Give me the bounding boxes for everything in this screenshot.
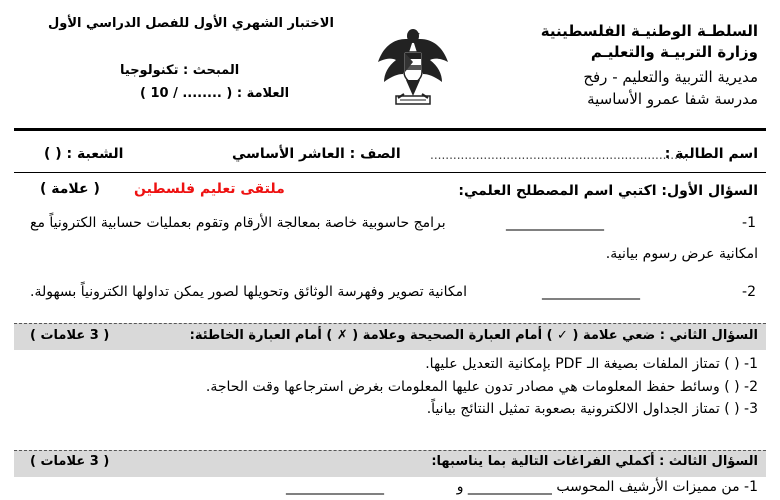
question-1-item-1-text: برامج حاسوبية خاصة بمعالجة الأرقام وتقوم بعمليات حسابية الكترونياً مع	[30, 215, 446, 231]
info-divider	[14, 172, 766, 173]
question-2-item-3[interactable]: 3- ( ) تمتاز الجداول الالكترونية بصعوبة تمثيل النتائج بيانياً.	[426, 401, 758, 417]
header-divider	[14, 128, 766, 131]
question-1-item-1-continuation: امكانية عرض رسوم بيانية.	[605, 246, 758, 262]
school-name: مدرسة شفا عمرو الأساسية	[587, 90, 758, 108]
question-3-item-1-answer-blank[interactable]: ______________	[286, 479, 384, 495]
ministry-name: وزارة التربيـة والتعليـم	[590, 43, 758, 61]
exam-title: الاختبار الشهري الأول للفصل الدراسي الأول	[48, 16, 334, 31]
question-1-mark: ( علامة )	[40, 181, 100, 197]
question-1-item-2-number: 2-	[742, 284, 756, 300]
directorate-name: مديرية التربية والتعليم - رفح	[583, 68, 758, 86]
question-2-mark: ( 3 علامات )	[30, 328, 110, 343]
student-name-label: اسم الطالبة :	[664, 146, 758, 162]
authority-name: السلطـة الوطنيـة الفلسطينية	[540, 22, 758, 40]
question-1-title: السؤال الأول: اكتبي اسم المصطلح العلمي:	[458, 183, 758, 199]
question-2-item-2[interactable]: 2- ( ) وسائط حفظ المعلومات هي مصادر تدون عليها المعلومات بغرض استرجاعها وقت الحاجة.	[205, 379, 758, 395]
palestine-eagle-emblem-icon	[376, 22, 450, 112]
student-name-field[interactable]: ...................................................................	[430, 148, 686, 162]
total-mark-label: العلامة : ( ........ / 10 )	[140, 86, 290, 101]
question-1-item-1-answer-blank[interactable]: ______________	[506, 215, 604, 231]
question-1-item-2-answer-blank[interactable]: ______________	[542, 284, 640, 300]
subject-label: المبحث : تكنولوجيا	[120, 63, 240, 78]
question-1-item-1-number: 1-	[742, 215, 756, 231]
section-label: الشعبة : ( )	[44, 146, 124, 162]
grade-label: الصف : العاشر الأساسي	[232, 146, 401, 162]
question-2-item-1[interactable]: 1- ( ) تمتاز الملفات بصيغة الـ PDF بإمكانية التعديل عليها.	[425, 356, 758, 372]
watermark-text: ملتقى تعليم فلسطين	[134, 181, 285, 197]
question-2-title: السؤال الثاني : ضعي علامة ( ✓ ) أمام العبارة الصحيحة وعلامة ( ✗ ) أمام العبارة الخاطئة:	[189, 328, 758, 343]
question-3-mark: ( 3 علامات )	[30, 454, 110, 469]
question-3-item-1: 1- من مميزات الأرشيف المحوسب ____________ و	[456, 479, 758, 495]
question-3-title: السؤال الثالث : أكملي الفراغات التالية بما يناسبها:	[431, 454, 758, 469]
question-1-item-2-text: امكانية تصوير وفهرسة الوثائق وتحويلها لصور يمكن تداولها الكترونياً بسهولة.	[30, 284, 468, 300]
